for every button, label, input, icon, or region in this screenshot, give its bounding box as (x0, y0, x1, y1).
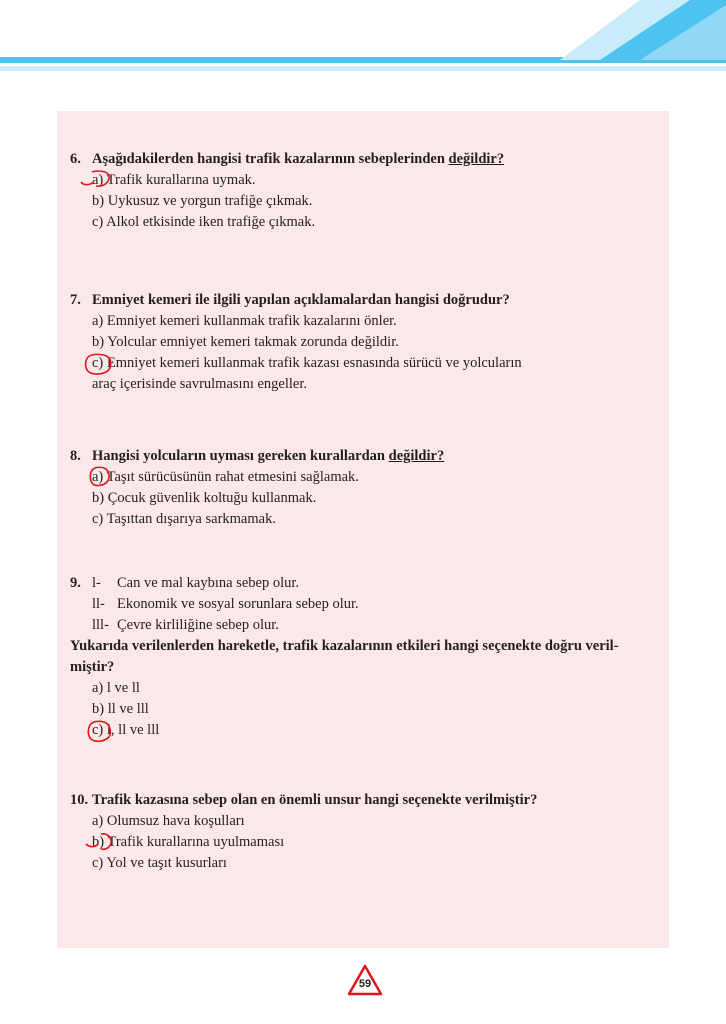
question-10-stem: 10. Trafik kazasına sebep olan en önemli unsur hangi seçenekte verilmiştir? (70, 792, 538, 808)
question-9-stem-cont: miştir? (70, 659, 115, 675)
statement-1: 9. l- Can ve mal kaybına sebep olur. (70, 575, 300, 591)
question-9 (70, 573, 660, 741)
option-a[interactable]: a) Trafik kurallarına uymak. (92, 172, 256, 188)
option-c-continuation: araç içerisinde savrulmasını engeller. (92, 376, 307, 392)
question-7-stem: 7. Emniyet kemeri ile ilgili yapılan açıklamalardan hangisi doğrudur? (70, 292, 510, 308)
page-number: 59 (346, 963, 384, 997)
question-7 (70, 290, 660, 395)
option-c[interactable]: c) l, ll ve lll (92, 722, 160, 738)
header-decoration (0, 0, 726, 80)
question-6-stem: 6. Aşağıdakilerden hangisi trafik kazalarının sebeplerinden değildir? (70, 151, 505, 167)
question-10 (70, 790, 660, 874)
option-b[interactable]: b) ll ve lll (92, 701, 149, 717)
option-b[interactable]: b) Yolcular emniyet kemeri takmak zorunda değildir. (92, 334, 399, 350)
option-a[interactable]: a) Olumsuz hava koşulları (92, 813, 245, 829)
option-a[interactable]: a) l ve ll (92, 680, 140, 696)
question-8-stem: 8. Hangisi yolcuların uyması gereken kurallardan değildir? (70, 448, 445, 464)
question-8 (70, 446, 660, 530)
option-b[interactable]: b) Trafik kurallarına uyulmaması (92, 834, 285, 850)
option-c[interactable]: c) Yol ve taşıt kusurları (92, 855, 227, 871)
statement-3: lll- Çevre kirliliğine sebep olur. (92, 617, 279, 633)
option-c[interactable]: c) Emniyet kemeri kullanmak trafik kazası esnasında sürücü ve yolcuların (92, 355, 522, 371)
option-a[interactable]: a) Taşıt sürücüsünün rahat etmesini sağlamak. (92, 469, 359, 485)
option-c[interactable]: c) Alkol etkisinde iken trafiğe çıkmak. (92, 214, 316, 230)
option-b[interactable]: b) Uykusuz ve yorgun trafiğe çıkmak. (92, 193, 313, 209)
statement-2: ll- Ekonomik ve sosyal sorunlara sebep olur. (92, 596, 359, 612)
option-b[interactable]: b) Çocuk güvenlik koltuğu kullanmak. (92, 490, 317, 506)
question-6 (70, 149, 660, 233)
option-c[interactable]: c) Taşıttan dışarıya sarkmamak. (92, 511, 276, 527)
option-a[interactable]: a) Emniyet kemeri kullanmak trafik kazalarını önler. (92, 313, 397, 329)
question-9-stem: Yukarıda verilenlerden hareketle, trafik kazalarının etkileri hangi seçenekte doğru veril- (70, 638, 619, 654)
